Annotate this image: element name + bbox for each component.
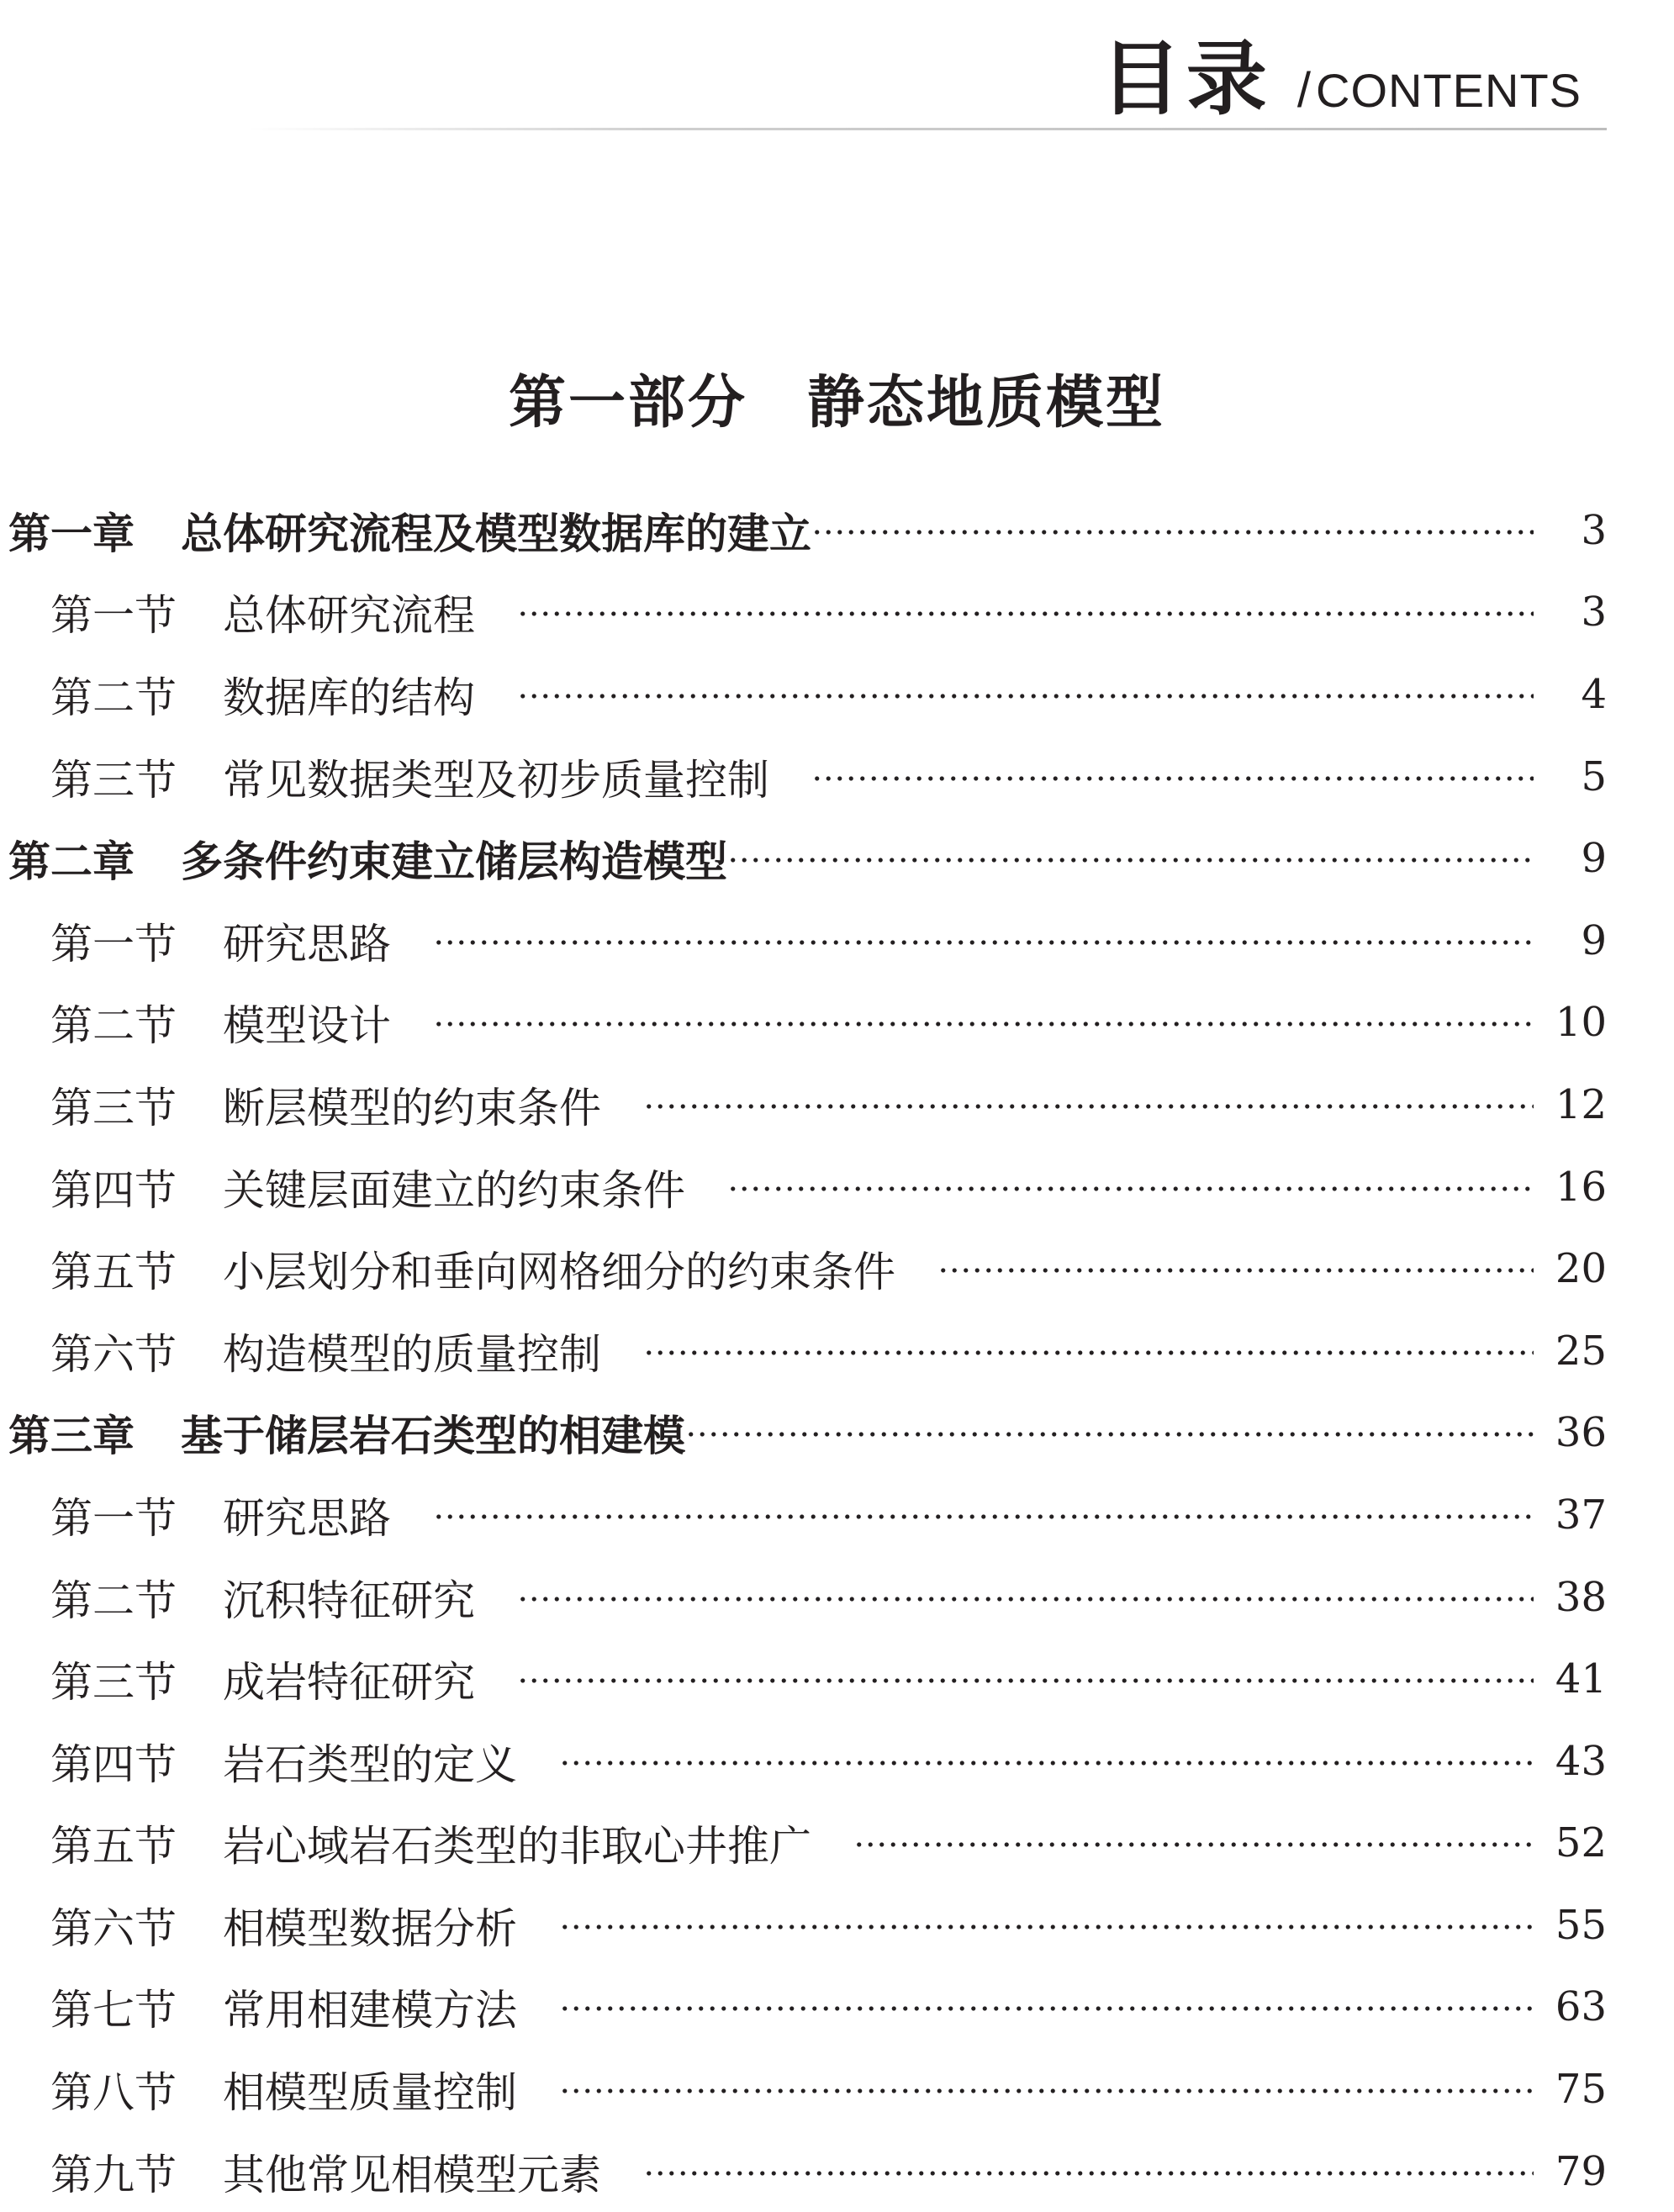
toc-section-entry[interactable] [0,1474,1674,1556]
dot-leader [643,1104,1534,1109]
toc-chapter-entry[interactable] [0,817,1674,900]
chapter-title: 基于储层岩石类型的相建模 [181,1412,685,1461]
toc-section-entry[interactable] [0,2048,1674,2130]
toc-section-entry[interactable] [0,1884,1674,1967]
section-number: 第九节 [50,2150,177,2199]
page-number: 3 [1581,506,1607,554]
chapter-number: 第三章 [8,1412,135,1461]
dot-leader [517,611,1534,616]
contents-title-english: CONTENTS [1316,64,1582,117]
section-title: 数据库的结构 [223,673,475,722]
section-number: 第四节 [50,1165,177,1215]
section-number: 第三节 [50,755,177,805]
page-number: 41 [1555,1655,1607,1703]
dot-leader [559,2006,1534,2011]
section-title: 成岩特征研究 [223,1658,475,1708]
section-number: 第一节 [50,919,177,969]
page-number: 43 [1555,1737,1607,1785]
page-number: 4 [1581,670,1607,718]
section-number: 第二节 [50,1576,177,1625]
page-number: 16 [1555,1163,1607,1211]
dot-leader [559,1761,1534,1766]
dot-leader [727,858,1534,863]
title-slash: / [1296,63,1311,118]
section-number: 第三节 [50,1083,177,1132]
dot-leader [517,1678,1534,1683]
toc-section-entry[interactable] [0,2130,1674,2212]
page-number: 10 [1555,999,1607,1047]
contents-title [1101,15,1582,130]
toc-section-entry[interactable] [0,1227,1674,1310]
section-title: 构造模型的质量控制 [223,1329,601,1379]
dot-leader [811,530,1534,535]
dot-leader [433,940,1534,945]
chapter-title: 多条件约束建立储层构造模型 [181,837,727,887]
section-number: 第一节 [50,1493,177,1543]
toc-chapter-entry[interactable] [0,1392,1674,1475]
page-number: 25 [1555,1327,1607,1375]
section-title: 总体研究流程 [223,591,475,641]
dot-leader [559,1924,1534,1930]
toc-section-entry[interactable] [0,1967,1674,2049]
section-number: 第六节 [50,1329,177,1379]
chapter-number: 第一章 [8,509,135,558]
dot-leader [853,1842,1534,1847]
contents-title-chinese: 目录 [1100,31,1272,126]
page-number: 55 [1555,1901,1607,1949]
part-title: 第一部分 静态地质模型 [508,369,1165,436]
page-number: 3 [1581,589,1607,636]
chapter-title: 总体研究流程及模型数据库的建立 [181,509,811,558]
section-title: 沉积特征研究 [223,1576,475,1625]
section-title: 相模型质量控制 [223,2068,517,2118]
page-number: 12 [1555,1080,1607,1128]
section-number: 第八节 [50,2068,177,2118]
section-title: 其他常见相模型元素 [223,2150,601,2199]
section-title: 岩石类型的定义 [223,1740,517,1789]
section-title: 研究思路 [223,919,391,969]
page-number: 38 [1555,1573,1607,1621]
section-number: 第二节 [50,673,177,722]
section-title: 常见数据类型及初步质量控制 [223,755,769,805]
dot-leader [643,1350,1534,1355]
toc-section-entry[interactable] [0,1064,1674,1146]
page-number: 37 [1555,1491,1607,1539]
section-title: 常用相建模方法 [223,1986,517,2035]
page-number: 9 [1581,835,1607,883]
section-number: 第四节 [50,1740,177,1789]
toc-section-entry[interactable] [0,1720,1674,1803]
dot-leader [685,1432,1534,1437]
toc-section-entry[interactable] [0,1556,1674,1639]
section-number: 第五节 [50,1822,177,1871]
page-number: 79 [1555,2147,1607,2195]
section-number: 第一节 [50,591,177,641]
toc-section-entry[interactable] [0,1803,1674,1885]
dot-leader [559,2088,1534,2093]
section-title: 研究思路 [223,1493,391,1543]
page-number: 20 [1555,1245,1607,1293]
page-number: 52 [1555,1819,1607,1867]
dot-leader [811,776,1534,781]
dot-leader [727,1186,1534,1191]
page-number: 36 [1555,1409,1607,1457]
toc-section-entry[interactable] [0,1146,1674,1228]
section-number: 第七节 [50,1986,177,2035]
dot-leader [517,694,1534,699]
section-number: 第三节 [50,1658,177,1708]
section-title: 断层模型的约束条件 [223,1083,601,1132]
section-title: 模型设计 [223,1001,391,1051]
toc-section-entry[interactable] [0,572,1674,654]
dot-leader [517,1597,1534,1602]
section-title: 相模型数据分析 [223,1903,517,1953]
section-number: 第二节 [50,1001,177,1051]
section-number: 第六节 [50,1903,177,1953]
chapter-number: 第二章 [8,837,135,887]
section-title: 岩心域岩石类型的非取心井推广 [223,1822,811,1871]
dot-leader [937,1268,1534,1273]
page-number: 9 [1581,916,1607,964]
toc-section-entry[interactable] [0,736,1674,818]
toc-section-entry[interactable] [0,653,1674,736]
header-divider [249,128,1607,130]
dot-leader [643,2171,1534,2176]
section-title: 小层划分和垂向网格细分的约束条件 [223,1248,895,1297]
section-title: 关键层面建立的约束条件 [223,1165,685,1215]
page-header [0,0,1674,135]
section-number: 第五节 [50,1248,177,1297]
toc-section-entry[interactable] [0,1310,1674,1392]
dot-leader [433,1022,1534,1027]
toc-section-entry[interactable] [0,1638,1674,1720]
toc-section-entry[interactable] [0,900,1674,982]
toc-section-entry[interactable] [0,982,1674,1064]
dot-leader [433,1514,1534,1519]
table-of-contents [0,489,1674,2212]
page-number: 75 [1555,2066,1607,2114]
page-number: 63 [1555,1983,1607,2031]
page-number: 5 [1581,752,1607,800]
toc-chapter-entry[interactable] [0,489,1674,572]
